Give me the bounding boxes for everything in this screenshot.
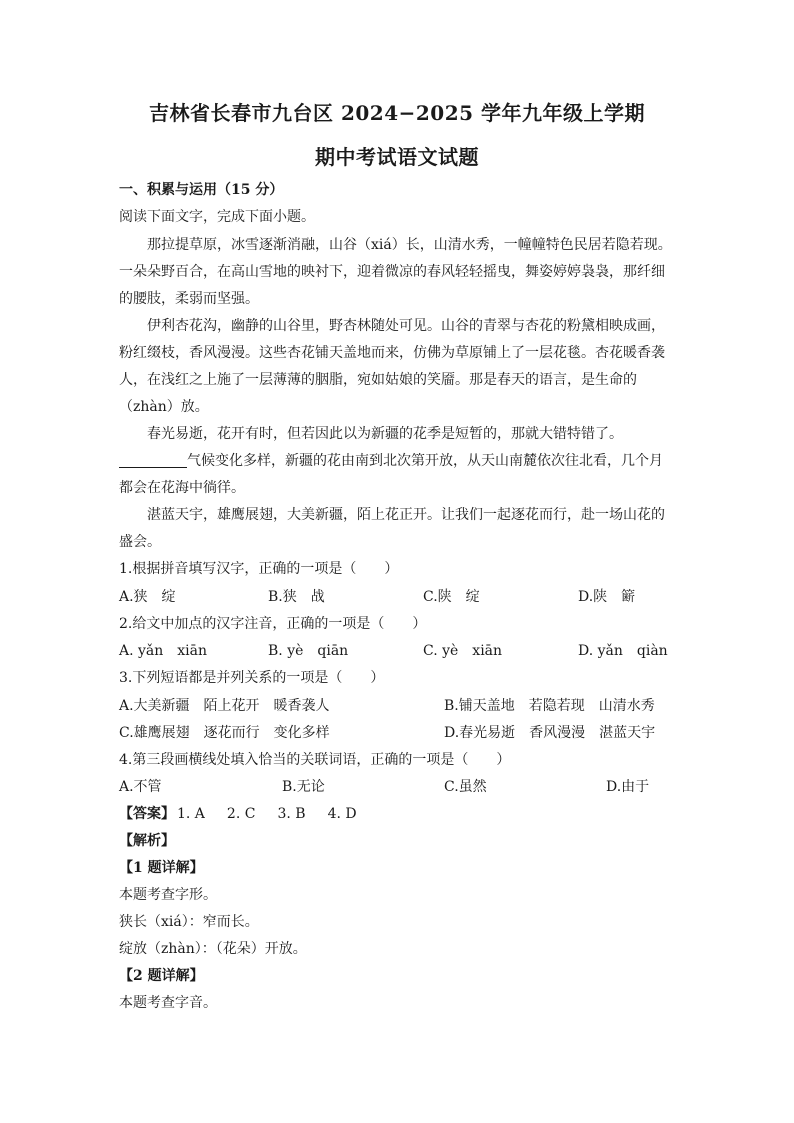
detail-2-line: 本题考查字音。 xyxy=(119,995,217,1011)
passage-p1-line: 一朵朵野百合，在高山雪地的映衬下，迎着微凉的春风轻轻摇曳，舞姿婷婷袅袅，那纤细 xyxy=(119,264,665,280)
answer-label: 【答案】 xyxy=(119,806,175,822)
question-2-option-c: C. yè xiān xyxy=(423,643,503,659)
section-heading: 一、积累与运用（15 分） xyxy=(119,182,284,198)
question-4-option-b: B.无论 xyxy=(282,779,325,795)
question-4-option-d: D.由于 xyxy=(606,779,650,795)
question-2-option-b: B. yè qiān xyxy=(268,643,349,659)
question-4-stem: 4.第三段画横线处填入恰当的关联词语，正确的一项是（ ） xyxy=(119,752,511,768)
passage-p3-line: 春光易逝，花开有时，但若因此以为新疆的花季是短暂的，那就大错特错了。 xyxy=(147,426,623,442)
passage-p3-line xyxy=(119,452,663,470)
instruction-text: 阅读下面文字，完成下面小题。 xyxy=(119,209,315,225)
fill-blank-line xyxy=(119,453,187,468)
passage-p2-line: （zhàn）放。 xyxy=(119,399,209,415)
detail-1-label: 【1 题详解】 xyxy=(119,860,204,876)
question-1-option-a: A.狭 绽 xyxy=(119,589,176,605)
question-2-stem: 2.给文中加点的汉字注音，正确的一项是（ ） xyxy=(119,616,427,632)
question-1-option-c: C.陕 绽 xyxy=(423,589,480,605)
passage-p3-text: 气候变化多样，新疆的花由南到北次第开放，从天山南麓依次往北看，几个月 xyxy=(187,453,663,469)
question-3-option-b: B.铺天盖地 若隐若现 山清水秀 xyxy=(444,698,655,714)
question-4-option-a: A.不管 xyxy=(119,779,162,795)
passage-p2-line: 伊利杏花沟，幽静的山谷里，野杏林随处可见。山谷的青翠与杏花的粉黛相映成画， xyxy=(147,318,665,334)
passage-p2-line: 粉红缀枝，香风漫漫。这些杏花铺天盖地而来，仿佛为草原铺上了一层花毯。杏花暖香袭 xyxy=(119,345,665,361)
answer-item: 3. B xyxy=(277,806,306,822)
answer-item: 4. D xyxy=(327,806,357,822)
passage-p4-line: 盛会。 xyxy=(119,534,161,550)
question-2-option-d: D. yǎn qiàn xyxy=(578,643,668,659)
question-3-option-a: A.大美新疆 陌上花开 暖香袭人 xyxy=(119,698,330,714)
question-4-option-c: C.虽然 xyxy=(444,779,487,795)
question-3-option-d: D.春光易逝 香风漫漫 湛蓝天宇 xyxy=(444,725,656,741)
answer-item: 2. C xyxy=(226,806,256,822)
question-3-option-c: C.雄鹰展翅 逐花而行 变化多样 xyxy=(119,725,330,741)
passage-p2-line: 人，在浅红之上施了一层薄薄的胭脂，宛如姑娘的笑靥。那是春天的语言，是生命的 xyxy=(119,372,637,388)
passage-p3-line: 都会在花海中徜徉。 xyxy=(119,480,245,496)
analysis-label: 【解析】 xyxy=(119,833,175,849)
passage-p4-line: 湛蓝天宇，雄鹰展翅，大美新疆，陌上花正开。让我们一起逐花而行，赴一场山花的 xyxy=(147,507,665,523)
document-title-line2: 期中考试语文试题 xyxy=(315,145,479,169)
question-2-option-a: A. yǎn xiān xyxy=(119,643,208,659)
passage-p1-line: 的腰肢，柔弱而坚强。 xyxy=(119,291,259,307)
detail-1-line: 绽放（zhàn）：（花朵）开放。 xyxy=(119,941,307,957)
answer-line xyxy=(119,805,379,823)
detail-1-line: 本题考查字形。 xyxy=(119,887,217,903)
document-title-line1: 吉林省长春市九台区 2024−2025 学年九年级上学期 xyxy=(148,101,645,125)
question-1-option-b: B.狭 战 xyxy=(268,589,325,605)
passage-p1-line: 那拉提草原，冰雪逐渐消融，山谷（xiá）长，山清水秀，一幢幢特色民居若隐若现。 xyxy=(147,237,672,253)
answer-item: 1. A xyxy=(177,806,205,822)
question-3-stem: 3.下列短语都是并列关系的一项是（ ） xyxy=(119,670,385,686)
detail-1-line: 狭长（xiá）：窄而长。 xyxy=(119,914,259,930)
question-1-option-d: D.陕 簖 xyxy=(578,589,636,605)
detail-2-label: 【2 题详解】 xyxy=(119,968,204,984)
question-1-stem: 1.根据拼音填写汉字，正确的一项是（ ） xyxy=(119,561,399,577)
